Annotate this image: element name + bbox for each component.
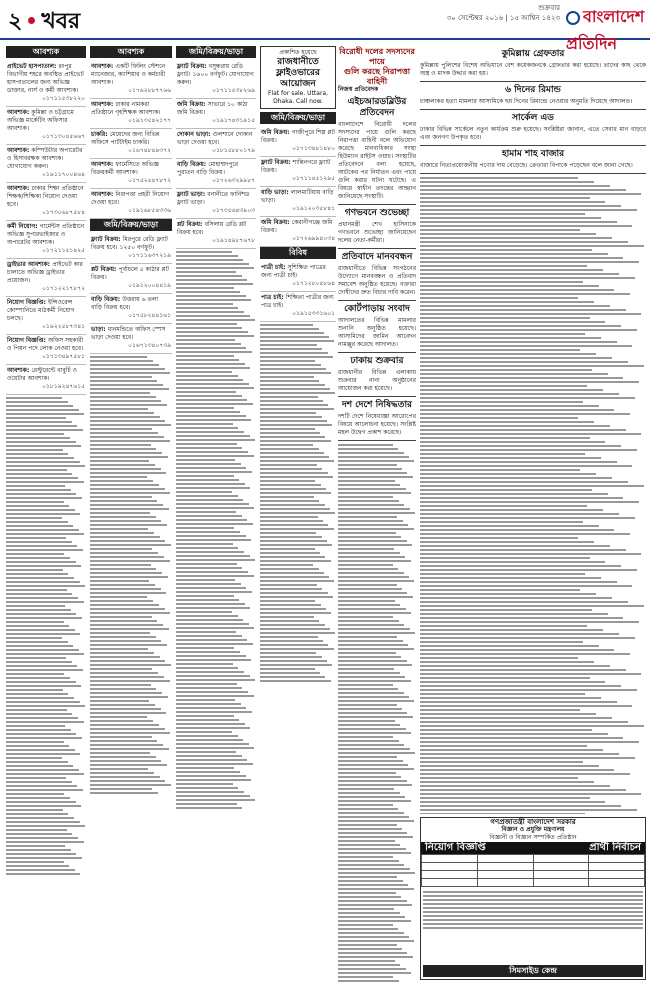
government-notice — [420, 817, 646, 980]
classified-ad — [176, 189, 256, 219]
ad-title: ফ্ল্যাট বিক্রয়: — [261, 159, 293, 166]
ad-body: মোহাম্মদপুরে পুরাতন বাড়ি বিক্রয়। — [177, 161, 239, 176]
classified-ad — [90, 129, 172, 159]
story-headline: হামাম শাহ বাজার — [501, 149, 565, 159]
story-body: কুমিল্লায় পুলিশের বিশেষ অভিযানে বেশ কয়েকজনকে গ্রেফতার করা হয়েছে। তাদের কাছ থেকে অস্ত্র ও মাদক উদ্ধার করা হয়। — [420, 62, 646, 77]
story-body: রাজধানীতে বিভিন্ন সংগঠনের উদ্যোগে মানববন্ধন ও প্রতিবাদ সমাবেশ অনুষ্ঠিত হয়েছে। বক্তারা দোষীদের দ্রুত বিচার দাবি করেন। — [338, 265, 416, 296]
classified-ad — [260, 292, 336, 322]
classified-heading: আবশ্যক — [90, 46, 172, 58]
ad-phone: ০১৭২১১৫১৪২৫ — [42, 247, 85, 254]
ad-body: কুমিল্লা ও চট্টগ্রামে অভিজ্ঞ মার্কেটিং অফিসার আবশ্যক। — [7, 109, 74, 132]
ad-title: ফ্ল্যাট ভাড়া: — [177, 191, 208, 198]
ad-body: ইন্সিওরেন্স কোম্পানিতে মাঠকর্মী নিয়োগ চলছে। — [7, 299, 75, 322]
ad-title: প্রাইভেট হাসপাতাল: — [7, 63, 59, 70]
ad-body: সাভারে ১০ কাঠা জমি বিক্রয়। — [177, 101, 248, 116]
notice-line-3: বিজ্ঞানী ও বিজ্ঞান সম্পর্কিত প্রতিষ্ঠান — [489, 834, 577, 841]
notice-line-2: বিজ্ঞান ও প্রযুক্তি মন্ত্রণালয় — [501, 826, 565, 833]
ad-phone: ০১৮১৫৮৮০১৭৯ — [212, 147, 255, 154]
ad-body: রেস্টুরেন্টে বাবুর্চি ও ওয়েটার আবশ্যক। — [7, 367, 77, 382]
lead-headline-2: গুলি করছে নিরাপত্তা বাহিনী — [343, 66, 411, 86]
story-body: চাঞ্চল্যকর হত্যা মামলার আসামিকে ছয় দিনের রিমান্ডে নেওয়ার অনুমতি দিয়েছে আদালত। — [420, 98, 633, 105]
ad-phone: ০১৭৫৮২৪৪১৬১ — [128, 312, 171, 319]
classified-ad — [176, 159, 256, 189]
story-headline: প্রতিবাদে মানববন্ধন — [341, 252, 413, 262]
ad-phone: ০১৯১৪৯৮৭৬৭৮ — [212, 237, 255, 244]
classified-ad — [6, 365, 86, 395]
ad-title: প্লট বিক্রয়: — [177, 221, 205, 228]
classified-ad — [6, 61, 86, 107]
classified-ad — [90, 189, 172, 219]
divider — [338, 352, 416, 353]
notice-bar-right: প্রার্থী নির্বাচন — [589, 842, 641, 853]
promo-note: Flat for sale. Uttara, Dhaka. Call now. — [267, 90, 328, 105]
classified-list — [176, 61, 256, 249]
story-body: দশটি দেশে নিষেধাজ্ঞা আরোপের বিষয়ে আলোচনা হয়েছে। সংশ্লিষ্ট মহল উদ্বেগ প্রকাশ করেছে। — [338, 413, 416, 436]
ad-body: গার্মেন্টস প্রতিষ্ঠানে অভিজ্ঞ সুপারভাইজার ও অপারেটর আবশ্যক। — [7, 223, 85, 246]
ad-body: কেরানীগঞ্জে জমি বিক্রয়। — [261, 219, 333, 234]
ad-body: মিরপুরে রেডি ফ্ল্যাট বিক্রয় হবে। ১২৫০ বর্গফুট। — [91, 236, 168, 251]
classified-ad — [176, 61, 256, 99]
ad-phone: ০১৭৫২৫৪৭৮৭২ — [128, 177, 171, 184]
story-headline: কোর্টপাড়ায় সংবাদ — [344, 304, 410, 314]
classified-ad — [6, 259, 86, 297]
ad-title: আবশ্যক: — [91, 191, 116, 198]
classified-ad — [90, 159, 172, 189]
classified-ad — [260, 217, 336, 247]
filler-lines — [176, 251, 256, 809]
ad-phone: ০১৭১২২১৭৮৭২ — [42, 285, 85, 292]
ad-title: ফ্ল্যাট বিক্রয়: — [177, 63, 209, 70]
logo-mark-icon — [566, 11, 580, 25]
ad-title: জমি বিক্রয়: — [177, 101, 208, 108]
ad-phone: ০১৭৩৫৬৪৩৯০৩ — [212, 207, 255, 214]
divider — [420, 173, 646, 174]
page-label — [8, 4, 80, 41]
classified-ad — [6, 183, 86, 221]
classified-ad — [90, 294, 172, 324]
ad-body: অফিস সহকারী ও পিয়ন পদে লোক নেওয়া হবে। — [7, 337, 84, 352]
ad-phone: ০১৬৭১৩৪০৭৩৯ — [128, 342, 171, 349]
divider — [420, 81, 646, 82]
classified-ad — [260, 127, 336, 157]
classified-ad — [90, 61, 172, 99]
ad-body: বসুন্ধরায় রেডি ফ্ল্যাট। ১৬০০ বর্গফুট। যোগাযোগ করুন। — [177, 63, 254, 86]
logo-text: বাংলাদেশ প্রতিদিন — [566, 7, 645, 53]
classified-ad — [90, 99, 172, 129]
ad-body: উত্তরায় ৬ তলা বাড়ি বিক্রয় হবে। — [91, 296, 159, 311]
ad-phone: ০১৭৬২৮৮৭৭৬৬ — [128, 87, 171, 94]
issue-date-text: ৩০ সেপ্টেম্বর ২০১৬ | ১৫ আশ্বিন ১৪২৩ — [446, 14, 560, 22]
ad-title: ফ্ল্যাট বিক্রয়: — [91, 236, 123, 243]
notice-table — [421, 854, 645, 887]
lead-byline: নিজস্ব প্রতিবেদক — [338, 86, 379, 93]
ad-phone: ০১৭১১৫৩৮২৬৯ — [212, 87, 255, 94]
masthead-logo — [566, 4, 646, 53]
divider — [338, 204, 416, 205]
classified-ad — [260, 262, 336, 292]
classified-list — [90, 234, 172, 354]
ad-title: আবশ্যক: — [91, 161, 116, 168]
classified-ad — [6, 145, 86, 183]
ad-body: কম্পিউটার অপারেটর ও হিসাবরক্ষক আবশ্যক। যোগাযোগ করুন। — [7, 147, 83, 170]
ad-title: প্লট বিক্রয়: — [91, 266, 119, 273]
ad-body: বনানীতে ফার্নিশড ফ্ল্যাট ভাড়া। — [177, 191, 250, 206]
story-body: প্রধানমন্ত্রী শেখ হাসিনাকে গণভবনে শুভেচ্ছা জানিয়েছেন দলের নেতা-কর্মীরা। — [338, 221, 416, 244]
ad-body: মেয়েদের জন্য বিভিন্ন অফিসে পার্টটাইম চাকরি। — [91, 131, 160, 146]
classified-column-3 — [176, 46, 256, 976]
filler-lines — [338, 444, 416, 984]
promo-top: প্রকাশিত হয়েছে — [279, 49, 317, 56]
ad-title: আবশ্যক: — [91, 101, 116, 108]
ad-phone: ০১৮১৯২৪৭৬১৫ — [42, 383, 85, 390]
brief-list — [338, 208, 416, 441]
classified-ad — [6, 221, 86, 259]
ad-title: জমি বিক্রয়: — [261, 219, 292, 226]
ad-phone: ০১৯১২০০৪৪১৯ — [128, 282, 171, 289]
classified-heading: বিবিধ — [260, 247, 336, 259]
lead-headline-1: বিরোধী দলের সদস্যদের পায়ে — [339, 46, 415, 66]
lead-story-block — [338, 46, 416, 984]
ad-phone: ০১৯১৭৪৩১৯১৫ — [212, 117, 255, 124]
ad-phone: ০১৭১৩৪৯৭৫৮১ — [42, 353, 85, 360]
notice-bar — [421, 842, 645, 854]
ad-phone: ০১৭১১৪৫১২৯৫ — [292, 175, 335, 182]
ad-phone: ০১৭২৬৯৯৪০৩৪ — [292, 235, 335, 242]
classified-ad — [6, 297, 86, 335]
issue-date — [440, 3, 560, 23]
ad-phone: ০১৭২৬৩২৯৯৮৭ — [212, 177, 255, 184]
page-number: ২ — [8, 8, 23, 34]
classified-ad — [176, 219, 256, 249]
ad-body: প্রাইভেট কার চালাতে অভিজ্ঞ ড্রাইভার প্রয়োজন। — [7, 261, 83, 284]
divider — [338, 440, 416, 441]
divider — [420, 109, 646, 110]
lead-subhead: এইচআরডব্লিউর প্রতিবেদন — [347, 97, 407, 118]
ad-body: বসিলায় রেডি প্লট বিক্রয় হবে। — [177, 221, 247, 236]
ad-title: কর্মী নিয়োগ: — [7, 223, 40, 230]
ad-title: জমি বিক্রয়: — [261, 129, 292, 136]
classified-ad — [90, 264, 172, 294]
story-headline: ঢাকায় শুক্রবার — [350, 356, 404, 366]
story-body: ঢাকার বিভিন্ন সার্কেলে নতুন কার্যক্রম শুরু হয়েছে। সংশ্লিষ্টরা জানান, এতে সেবার মান বাড়বে এবং জনগণ উপকৃত হবে। — [420, 126, 646, 141]
ad-title: দোকান ভাড়া: — [177, 131, 213, 138]
filler-lines — [6, 397, 86, 875]
right-story-list — [420, 49, 646, 174]
story-headline: ৬ দিনের রিমান্ড — [505, 85, 561, 95]
ad-body: সুশিক্ষিত পাত্রের জন্য পাত্রী চাই। — [261, 264, 326, 279]
classified-column-1 — [6, 46, 86, 976]
ad-body: একটি ফিলিং স্টেশনে ম্যানেজার, ক্যাশিয়ার ও কর্মচারী আবশ্যক। — [91, 63, 166, 86]
promo-title: রাজধানীতে ফ্লাইওভারের আয়োজন — [276, 57, 320, 89]
classified-heading: জমি/বিক্রয়/ভাড়া — [90, 219, 172, 231]
classified-ad — [90, 234, 172, 264]
ad-body: পূর্বাচলে ৫ কাঠার প্লট বিক্রয়। — [91, 266, 169, 281]
classified-heading: আবশ্যক — [6, 46, 86, 58]
ad-phone: ০১৯২২৫৮৭৩৪১ — [42, 323, 85, 330]
story-headline: দশ দেশে নিষিদ্ধতার — [341, 400, 413, 410]
story-headline: কুমিল্লায় গ্রেফতার — [501, 49, 565, 59]
classified-column-2 — [90, 46, 172, 976]
classified-list — [260, 127, 336, 247]
ad-phone: ০১৭১৩০৪৫৬৬৭ — [42, 133, 85, 140]
classified-ad — [260, 157, 336, 187]
lead-body: বাংলাদেশে বিরোধী দলের সদস্যদের পায়ে গুলি করছে নিরাপত্তা বাহিনী বলে অভিযোগ করেছে মানবাধিকার সংস্থা হিউম্যান রাইটস ওয়াচ। সংস্থাটির প্রতিবেদনে বলা হয়েছে, আটকের পর নির্যাতন এবং পায়ে গুলি করার ঘটনা ঘটেছে। এ বিষয়ে স্বাধীন তদন্তের আহ্বান জানিয়েছে সংস্থাটি। — [338, 121, 416, 200]
ad-body: রংপুর বিভাগীয় শহরে অবস্থিত প্রাইভেট হাসপাতালের জন্য অভিজ্ঞ ডাক্তার, নার্স ও কর্মী আবশ্যক। — [7, 63, 84, 94]
ad-title: বাড়ি বিক্রয়: — [177, 161, 209, 168]
classified-list — [6, 61, 86, 395]
ad-phone: ০১৭১১৬৩৭২১৯ — [128, 252, 171, 259]
ad-phone: ০১৬৭৪৮৪৯৩৭২ — [128, 147, 171, 154]
promo-box — [260, 46, 336, 109]
ad-body: শান্তিনগরে ফ্ল্যাট বিক্রয়। — [261, 159, 331, 174]
divider — [338, 248, 416, 249]
ad-phone: ০১৭১৩৪৮১৪৮০ — [292, 145, 335, 152]
ad-body: লালমাটিয়ায় বাড়ি ভাড়া। — [261, 189, 334, 204]
issue-day: শুক্রবার — [538, 4, 560, 12]
filler-lines — [421, 887, 645, 933]
classified-ad — [6, 335, 86, 365]
ad-body: নিরাপত্তা প্রহরী নিয়োগ দেওয়া হবে। — [91, 191, 170, 206]
ad-title: পাত্র চাই: — [261, 294, 286, 301]
ad-title: আবশ্যক: — [7, 147, 32, 154]
ad-phone: ০১৯১৫৩৩১৬০১ — [292, 310, 335, 317]
ad-phone: ০১৯১৩৫৪২১৭৭ — [128, 117, 171, 124]
ad-phone: ০১৯১১৭০০৪৬৪ — [42, 171, 85, 178]
divider — [420, 145, 646, 146]
classified-list — [90, 61, 172, 219]
ad-body: ঢাকার শিক্ষা প্রতিষ্ঠানে শিক্ষক/শিক্ষিকা নিয়োগ দেওয়া হবে। — [7, 185, 84, 208]
story-headline: সার্কেল এড — [512, 113, 554, 123]
news-column-right — [420, 46, 646, 814]
ad-title: নিয়োগ বিজ্ঞপ্তি: — [7, 299, 48, 306]
ad-title: নিয়োগ বিজ্ঞপ্তি: — [7, 337, 48, 344]
story-body: রাজধানীর বিভিন্ন এলাকায় শুক্রবার নানা অনুষ্ঠানের আয়োজন করা হয়েছে। — [338, 369, 416, 392]
ad-phone: ০১৭৩০৬৮৭৫৮৪ — [42, 209, 85, 216]
divider — [338, 300, 416, 301]
ad-title: বাড়ি বিক্রয়: — [91, 296, 123, 303]
notice-line-1: গণপ্রজাতন্ত্রী বাংলাদেশ সরকার — [490, 818, 576, 826]
story-headline: গণভবনে শুভেচ্ছা — [344, 208, 410, 218]
classified-ad — [6, 107, 86, 145]
ad-phone: ০১৯১৬৮৫৪৩৩৬ — [128, 207, 171, 214]
notice-bar-left: নিয়োগ বিজ্ঞপ্তি — [425, 842, 486, 853]
story-body: আদালতের বিভিন্ন মামলার শুনানি অনুষ্ঠিত হয়েছে। আসামিদের জামিন আবেদন নামঞ্জুর করেছে আদালত। — [338, 317, 416, 348]
ad-title: বাড়ি ভাড়া: — [261, 189, 291, 196]
ad-body: ফার্মেসিতে অভিজ্ঞ বিক্রয়কর্মী আবশ্যক। — [91, 161, 159, 176]
ad-body: গাজীপুরে শিল্প প্লট বিক্রয়। — [261, 129, 335, 144]
notice-footer: সিমসাইড কেন্দ্র — [423, 965, 643, 977]
classified-heading: জমি/বিক্রয়/ভাড়া — [176, 46, 256, 58]
story-body: বাজারে নিত্যপ্রয়োজনীয় পণ্যের দাম বেড়েছে। ক্রেতারা বিপাকে পড়েছেন বলে জানা গেছে। — [420, 162, 633, 169]
ad-body: ধানমন্ডিতে অফিস স্পেস ভাড়া দেওয়া হবে। — [91, 326, 166, 341]
ad-title: চাকরি: — [91, 131, 110, 138]
filler-lines — [90, 356, 172, 794]
ad-title: পাত্রী চাই: — [261, 264, 288, 271]
ad-phone: ০১৭১১৫৩৮২২০ — [42, 95, 85, 102]
filler-lines — [420, 177, 646, 814]
ad-body: ঢাকার নামকরা প্রতিষ্ঠানে গৃহশিক্ষক আবশ্যক। — [91, 101, 161, 116]
divider — [338, 396, 416, 397]
ad-body: গুলশানে দোকান ভাড়া দেওয়া হবে। — [177, 131, 253, 146]
ad-body: শিক্ষিতা পাত্রীর জন্য পাত্র চাই। — [261, 294, 334, 309]
classified-list — [260, 262, 336, 322]
section-name: খবর — [41, 8, 81, 34]
classified-heading: জমি/বিক্রয়/ভাড়া — [260, 112, 336, 124]
classified-column-4 — [260, 46, 336, 976]
ad-title: আবশ্যক: — [7, 367, 32, 374]
classified-ad — [176, 129, 256, 159]
ad-title: ড্রাইভার আবশ্যক: — [7, 261, 53, 268]
classified-ad — [260, 187, 336, 217]
classified-ad — [90, 324, 172, 354]
ad-title: আবশ্যক: — [91, 63, 116, 70]
filler-lines — [260, 324, 336, 682]
ad-title: আবশ্যক: — [7, 185, 32, 192]
ad-title: ভাড়া: — [91, 326, 108, 333]
bullet-icon — [28, 17, 35, 24]
ad-phone: ০১৭১২৮০৪৮৬৪ — [292, 280, 335, 287]
classified-ad — [176, 99, 256, 129]
ad-title: আবশ্যক: — [7, 109, 32, 116]
ad-phone: ০১৯১২০৩৫৮৪১ — [292, 205, 335, 212]
